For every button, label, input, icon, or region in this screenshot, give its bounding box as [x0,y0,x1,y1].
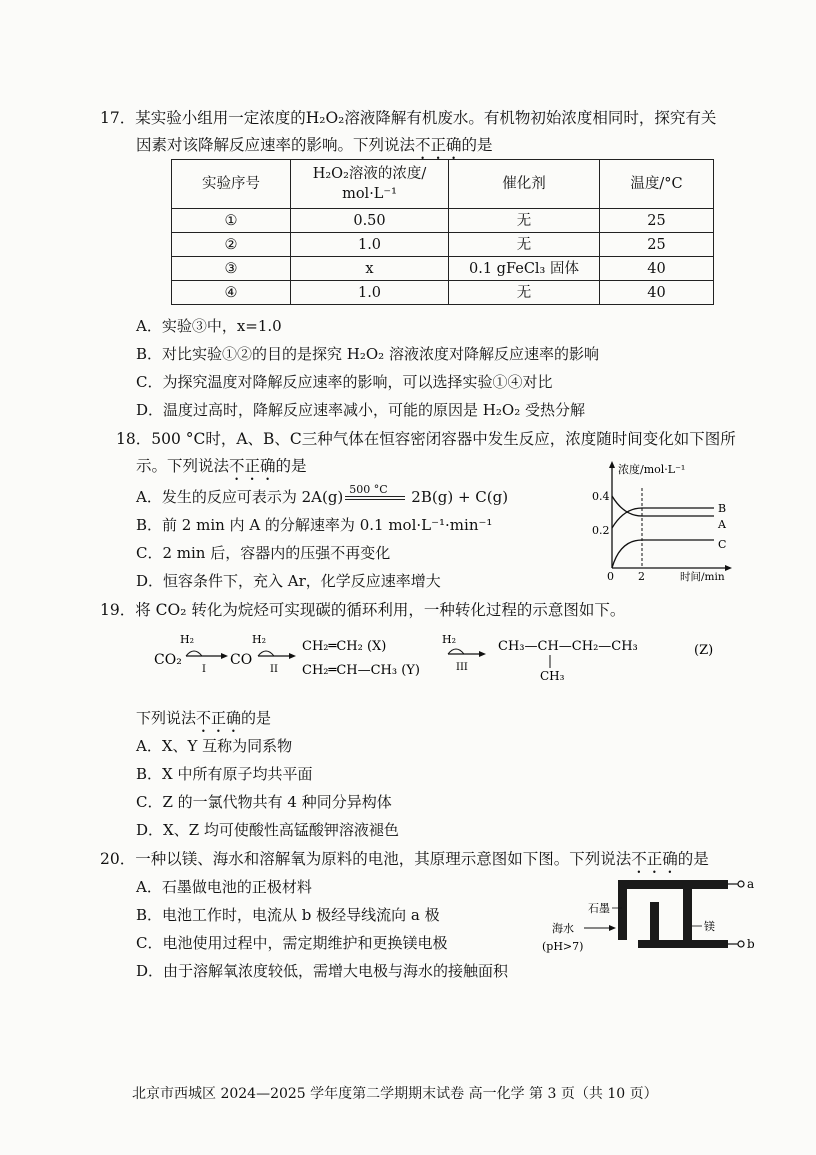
q20-option-b: B．电池工作时，电流从 b 极经导线流向 a 极 [136,906,440,924]
terminal-b [738,941,744,947]
compound-y: CH₂═CH—CH₃ (Y) [302,663,420,678]
co-label: CO [230,652,253,668]
q19-option-b: B．X 中所有原子均共平面 [136,765,313,783]
step-label: II [270,664,278,675]
terminal-a [738,881,744,887]
q20-option-a: A．石墨做电池的正极材料 [136,878,312,896]
series-label: A [718,518,726,531]
col-header-temperature: 温度/°C [600,160,714,209]
col-header-index: 实验序号 [172,160,291,209]
cell: 无 [449,281,600,305]
series-label: C [718,538,727,551]
experiment-table [171,159,714,305]
q19-stem: 19．将 CO₂ 转化为烷烃可实现碳的循环利用，一种转化过程的示意图如下。 [100,601,626,619]
cell: x [291,257,449,281]
col-header-concentration: H₂O₂溶液的浓度/ mol·L⁻¹ [291,160,449,209]
q17-stem-line1: 17．某实验小组用一定浓度的H₂O₂溶液降解有机废水。有机物初始浓度相同时，探究有关 [100,109,717,127]
mg-label: 镁 [704,920,715,933]
table-row [172,209,714,233]
conversion-scheme [150,628,720,686]
graphite-left-prong [618,880,627,940]
q19-option-a: A．X、Y 互称为同系物 [136,737,293,755]
emphasis-mark: 不正确 [415,136,462,154]
cell: 1.0 [291,233,449,257]
mg-bar [638,940,728,948]
cell: 0.1 gFeCl₃ 固体 [449,257,600,281]
cell: 40 [600,281,714,305]
x-tick-label: 0 [607,570,614,583]
y-tick-label: 0.2 [592,524,610,537]
compound-z-branch: CH₃ [540,669,565,683]
q17-option-d: D．温度过高时，降解反应速率减小，可能的原因是 H₂O₂ 受热分解 [136,401,585,419]
col-header-catalyst: 催化剂 [449,160,600,209]
y-axis-label: 浓度/mol·L⁻¹ [618,463,686,476]
q20-option-c: C．电池使用过程中，需定期维护和更换镁电极 [136,934,448,952]
step-label: I [202,664,206,675]
y-tick-label: 0.4 [592,490,610,503]
q19-question: 下列说法不正确的是 [136,709,272,727]
emphasis-mark: 不正确 [196,709,242,727]
cell: ④ [172,281,291,305]
q17-stem-line2: 因素对该降解反应速率的影响。下列说法不正确的是 [136,136,493,154]
h2-label: H₂ [442,633,457,646]
q17-option-c: C．为探究温度对降解反应速率的影响，可以选择实验①④对比 [136,373,553,391]
graphite-right-prong [683,880,692,940]
seawater-label: 海水 [552,922,574,935]
q19-option-d: D．X、Z 均可使酸性高锰酸钾溶液褪色 [136,821,399,839]
emphasis-mark: 不正确 [229,457,276,475]
compound-z-chain: CH₃—CH—CH₂—CH₃ [498,639,638,654]
q18-option-b: B．前 2 min 内 A 的分解速率为 0.1 mol·L⁻¹·min⁻¹ [136,516,493,534]
cell: 25 [600,233,714,257]
series-c-line [612,540,714,568]
table-row [172,281,714,305]
q19-option-c: C．Z 的一氯代物共有 4 种同分异构体 [136,793,392,811]
series-label: B [718,502,727,515]
cell: 无 [449,209,600,233]
reaction-condition: 500 °C [349,483,388,496]
cell: 无 [449,233,600,257]
graphite-label: 石墨 [588,902,610,915]
series-a-line [612,496,714,516]
cell: ③ [172,257,291,281]
table-header-row [172,160,714,209]
series-b-line [612,508,714,528]
graphite-bar [618,880,728,889]
mg-prong [650,902,659,946]
cell: 0.50 [291,209,449,233]
ph-label: (pH>7) [542,940,584,953]
battery-diagram [538,872,756,962]
cell: ① [172,209,291,233]
page-footer: 北京市西城区 2024—2025 学年度第二学期期末试卷 高一化学 第 3 页（共 10 页） [132,1086,658,1102]
q18-stem-line1: 18．500 °C时，A、B、C三种气体在恒容密闭容器中发生反应，浓度随时间变化如下图所 [116,430,736,448]
q18-option-c: C．2 min 后，容器内的压强不再变化 [136,544,391,562]
q17-option-a: A．实验③中，x=1.0 [136,317,282,335]
h2-label: H₂ [180,633,195,646]
q18-option-a: A．发生的反应可表示为 2A(g) 500 °C 2B(g) + C(g) [136,483,508,511]
cell: ② [172,233,291,257]
emphasis-mark: 不正确 [631,850,678,868]
h2-label: H₂ [252,633,267,646]
terminal-a-label: a [747,877,755,891]
q20-stem: 20．一种以镁、海水和溶解氧为原料的电池，其原理示意图如下图。下列说法不正确的是 [100,850,709,868]
table-row [172,233,714,257]
q18-option-d: D．恒容条件下，充入 Ar，化学反应速率增大 [136,572,441,590]
step-label: III [456,662,468,673]
compound-x: CH₂═CH₂ (X) [302,639,387,654]
compound-z-label: (Z) [694,643,714,658]
cell: 40 [600,257,714,281]
q17-option-b: B．对比实验①②的目的是探究 H₂O₂ 溶液浓度对降解反应速率的影响 [136,345,599,363]
q20-option-d: D．由于溶解氧浓度较低，需增大电极与海水的接触面积 [136,962,509,980]
x-tick-label: 2 [638,570,645,583]
cell: 1.0 [291,281,449,305]
cell: 25 [600,209,714,233]
co2-label: CO₂ [154,652,182,668]
terminal-b-label: b [747,937,755,951]
x-axis-label: 时间/min [680,571,725,583]
table-row [172,257,714,281]
q18-stem-line2: 示。下列说法不正确的是 [136,457,307,475]
concentration-time-chart [588,458,740,588]
